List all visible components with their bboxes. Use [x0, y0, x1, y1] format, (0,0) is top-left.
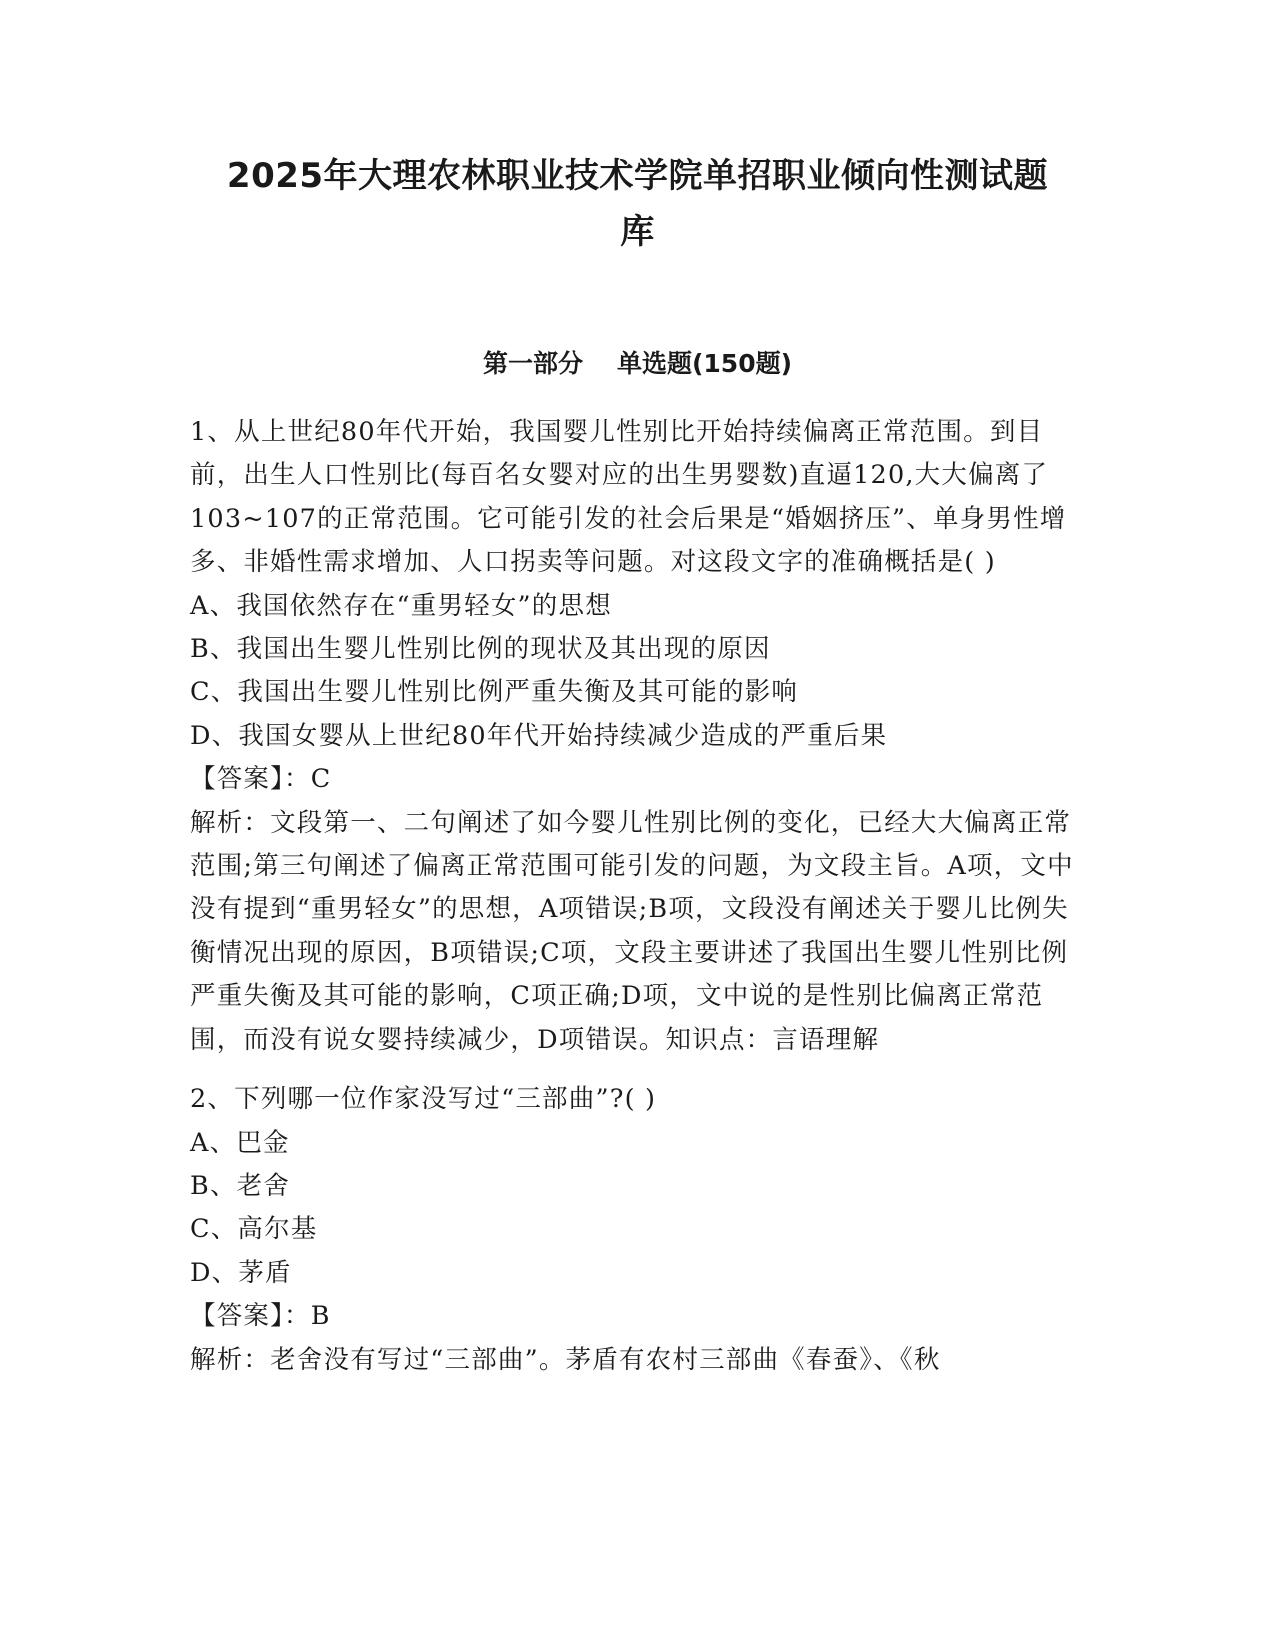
- question-stem: 1、从上世纪80年代开始，我国婴儿性别比开始持续偏离正常范围。到目前，出生人口性别比(每百名女婴对应的出生男婴数)直逼120,大大偏离了103~107的正常范围。它可能引发的社会后果是“婚姻挤压”、单身男性增多、非婚性需求增加、人口拐卖等问题。对这段文字的准确概括是( ): [190, 417, 1067, 578]
- question-option-b: B、我国出生婴儿性别比例的现状及其出现的原因: [190, 634, 771, 665]
- title-line-2: 库: [620, 212, 655, 252]
- question-option-d: D、茅盾: [190, 1257, 292, 1288]
- question-item: [190, 411, 1090, 1062]
- document-title: [150, 148, 1125, 260]
- section-heading: [150, 346, 1125, 382]
- question-item: [190, 1078, 1090, 1382]
- question-answer: 【答案】：C: [190, 764, 332, 795]
- title-line-1: 2025年大理农林职业技术学院单招职业倾向性测试题: [226, 156, 1049, 196]
- section-name: 单选题(150题): [616, 349, 793, 378]
- question-list: [190, 411, 1090, 1382]
- question-option-c: C、高尔基: [190, 1214, 318, 1245]
- section-part: 第一部分: [482, 349, 583, 378]
- question-option-a: A、我国依然存在“重男轻女”的思想: [190, 590, 612, 621]
- question-option-a: A、巴金: [190, 1127, 290, 1158]
- question-answer: 【答案】：B: [190, 1301, 331, 1332]
- question-analysis: 解析：老舍没有写过“三部曲”。茅盾有农村三部曲《春蚕》、《秋: [190, 1344, 941, 1375]
- question-analysis: 解析：文段第一、二句阐述了如今婴儿性别比例的变化，已经大大偏离正常范围;第三句阐述了偏离正常范围可能引发的问题，为文段主旨。A项，文中没有提到“重男轻女”的思想，A项错误;B项，文段没有阐述关于婴儿比例失衡情况出现的原因，B项错误;C项，文段主要讲述了我国出生婴儿性别比例严重失衡及其可能的影响，C项正确;D项，文中说的是性别比偏离正常范围，而没有说女婴持续减少，D项错误。知识点：言语理解: [190, 807, 1074, 1055]
- question-stem: 2、下列哪一位作家没写过“三部曲”?( ): [190, 1084, 657, 1115]
- question-option-b: B、老舍: [190, 1170, 291, 1201]
- question-option-d: D、我国女婴从上世纪80年代开始持续减少造成的严重后果: [190, 720, 888, 751]
- question-option-c: C、我国出生婴儿性别比例严重失衡及其可能的影响: [190, 677, 799, 708]
